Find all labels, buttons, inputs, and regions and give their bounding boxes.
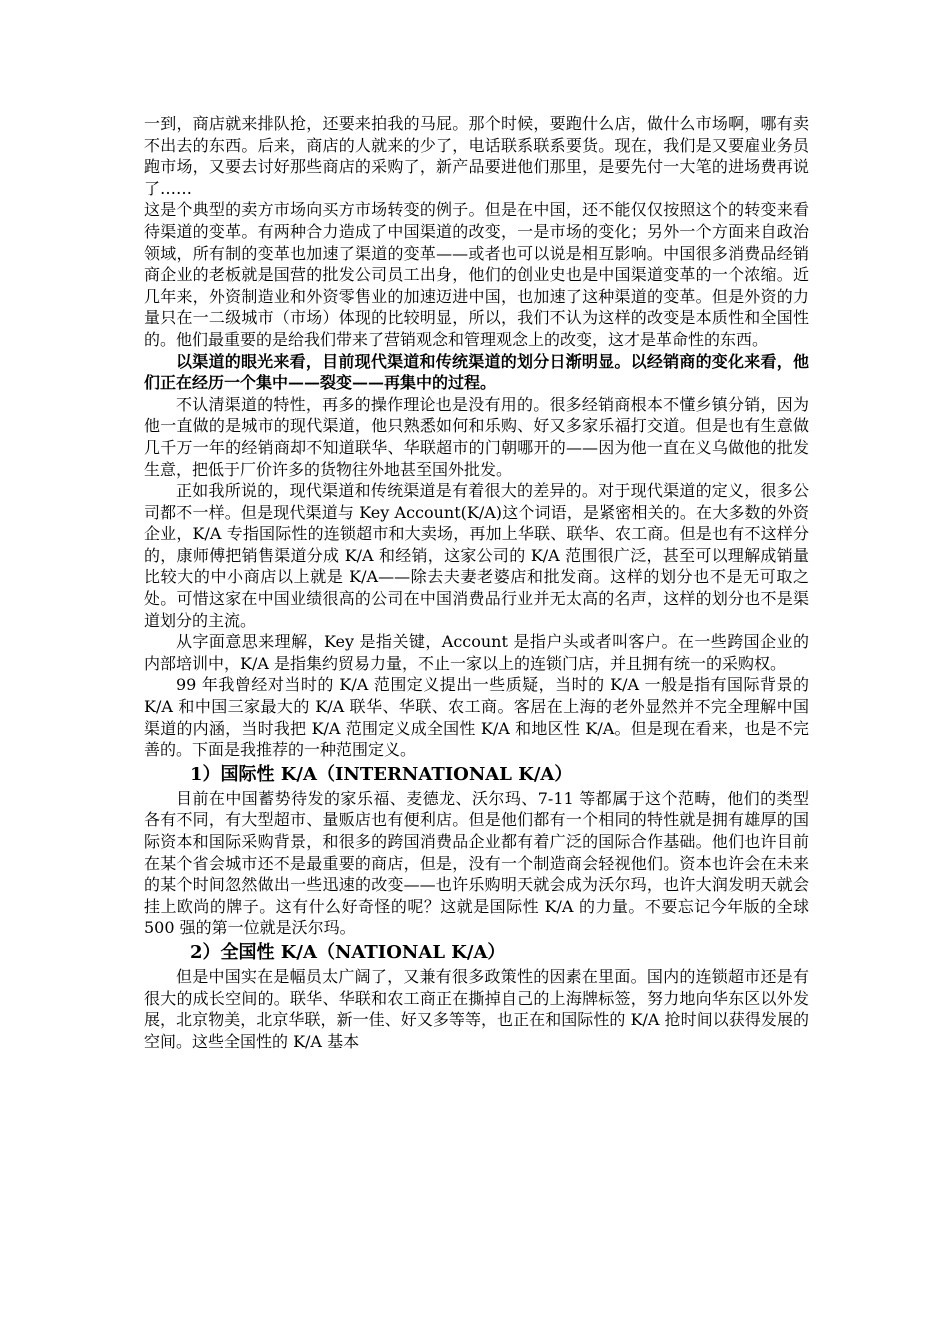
section-heading-international-ka: 1）国际性 K/A（INTERNATIONAL K/A） <box>190 763 573 785</box>
paragraph-5: 正如我所说的，现代渠道和传统渠道是有着很大的差异的。对于现代渠道的定义，很多公司都不一样。但是现代渠道与 Key Account(K/A)这个词语，是紧密相关的。在大多数的外资企业，K/A 专指国际性的连锁超市和大卖场，再加上华联、联华、农工商。但是也有不这样分的，康师傅把销售渠道分成 K/A 和经销，这家公司的 K/A 范围很广泛，甚至可以理解成销量比较大的中小商店以上就是 K/A——除去夫妻老婆店和批发商。这样的划分也不是无可取之处。可惜这家在中国业绩很高的公司在中国消费品行业并无太高的名声，这样的划分也不是渠道划分的主流。 <box>144 481 809 630</box>
document-body <box>144 113 809 1052</box>
paragraph-9: 但是中国实在是幅员太广阔了，又兼有很多政策性的因素在里面。国内的连锁超市还是有很大的成长空间的。联华、华联和农工商正在撕掉自己的上海牌标签，努力地向华东区以外发展，北京物美，北京华联，新一佳、好又多等等，也正在和国际性的 K/A 抢时间以获得发展的空间。这些全国性的 K/A 基本 <box>144 966 809 1051</box>
paragraph-3-emphasis: 以渠道的眼光来看，目前现代渠道和传统渠道的划分日渐明显。以经销商的变化来看，他们正在经历一个集中——裂变——再集中的过程。 <box>144 351 809 393</box>
paragraph-2: 这是个典型的卖方市场向买方市场转变的例子。但是在中国，还不能仅仅按照这个的转变来看待渠道的变革。有两种合力造成了中国渠道的改变，一是市场的变化；另外一个方面来自政治领域，所有制的变革也加速了渠道的变革——或者也可以说是相互影响。中国很多消费品经销商企业的老板就是国营的批发公司员工出身，他们的创业史也是中国渠道变革的一个浓缩。近几年来，外资制造业和外资零售业的加速迈进中国，也加速了这种渠道的变革。但是外资的力量只在一二级城市（市场）体现的比较明显，所以，我们不认为这样的改变是本质性和全国性的。他们最重要的是给我们带来了营销观念和管理观念上的改变，这才是革命性的东西。 <box>144 200 809 349</box>
paragraph-1: 一到，商店就来排队抢，还要来拍我的马屁。那个时候，要跑什么店，做什么市场啊，哪有卖不出去的东西。后来，商店的人就来的少了，电话联系联系要货。现在，我们是又要雇业务员跑市场，又要去讨好那些商店的采购了，新产品要进他们那里，是要先付一大笔的进场费再说了…… <box>144 114 809 198</box>
section-heading-national-ka: 2）全国性 K/A（NATIONAL K/A） <box>190 941 506 963</box>
paragraph-8: 目前在中国蓄势待发的家乐福、麦德龙、沃尔玛、7-11 等都属于这个范畴，他们的类型各有不同，有大型超市、量贩店也有便利店。但是他们都有一个相同的特性就是拥有雄厚的国际资本和国际采购背景，和很多的跨国消费品企业都有着广泛的国际合作基础。他们也许目前在某个省会城市还不是最重要的商店，但是，没有一个制造商会轻视他们。资本也许会在未来的某个时间忽然做出一些迅速的改变——也许乐购明天就会成为沃尔玛，也许大润发明天就会挂上欧尚的牌子。这有什么好奇怪的呢？这就是国际性 K/A 的力量。不要忘记今年版的全球 500 强的第一位就是沃尔玛。 <box>144 788 809 938</box>
paragraph-4: 不认清渠道的特性，再多的操作理论也是没有用的。很多经销商根本不懂乡镇分销，因为他一直做的是城市的现代渠道，他只熟悉如何和乐购、好又多家乐福打交道。但是也有生意做几千万一年的经销商却不知道联华、华联超市的门朝哪开的——因为他一直在义乌做他的批发生意，把低于厂价许多的货物往外地甚至国外批发。 <box>144 394 809 479</box>
paragraph-7: 99 年我曾经对当时的 K/A 范围定义提出一些质疑，当时的 K/A 一般是指有国际背景的 K/A 和中国三家最大的 K/A 联华、华联、农工商。客居在上海的老外显然并不完全理解中国渠道的内涵，当时我把 K/A 范围定义成全国性 K/A 和地区性 K/A。但是现在看来，也是不完善的。下面是我推荐的一种范围定义。 <box>144 675 809 760</box>
paragraph-6: 从字面意思来理解，Key 是指关键，Account 是指户头或者叫客户。在一些跨国企业的内部培训中，K/A 是指集约贸易力量，不止一家以上的连锁门店，并且拥有统一的采购权。 <box>144 632 809 673</box>
